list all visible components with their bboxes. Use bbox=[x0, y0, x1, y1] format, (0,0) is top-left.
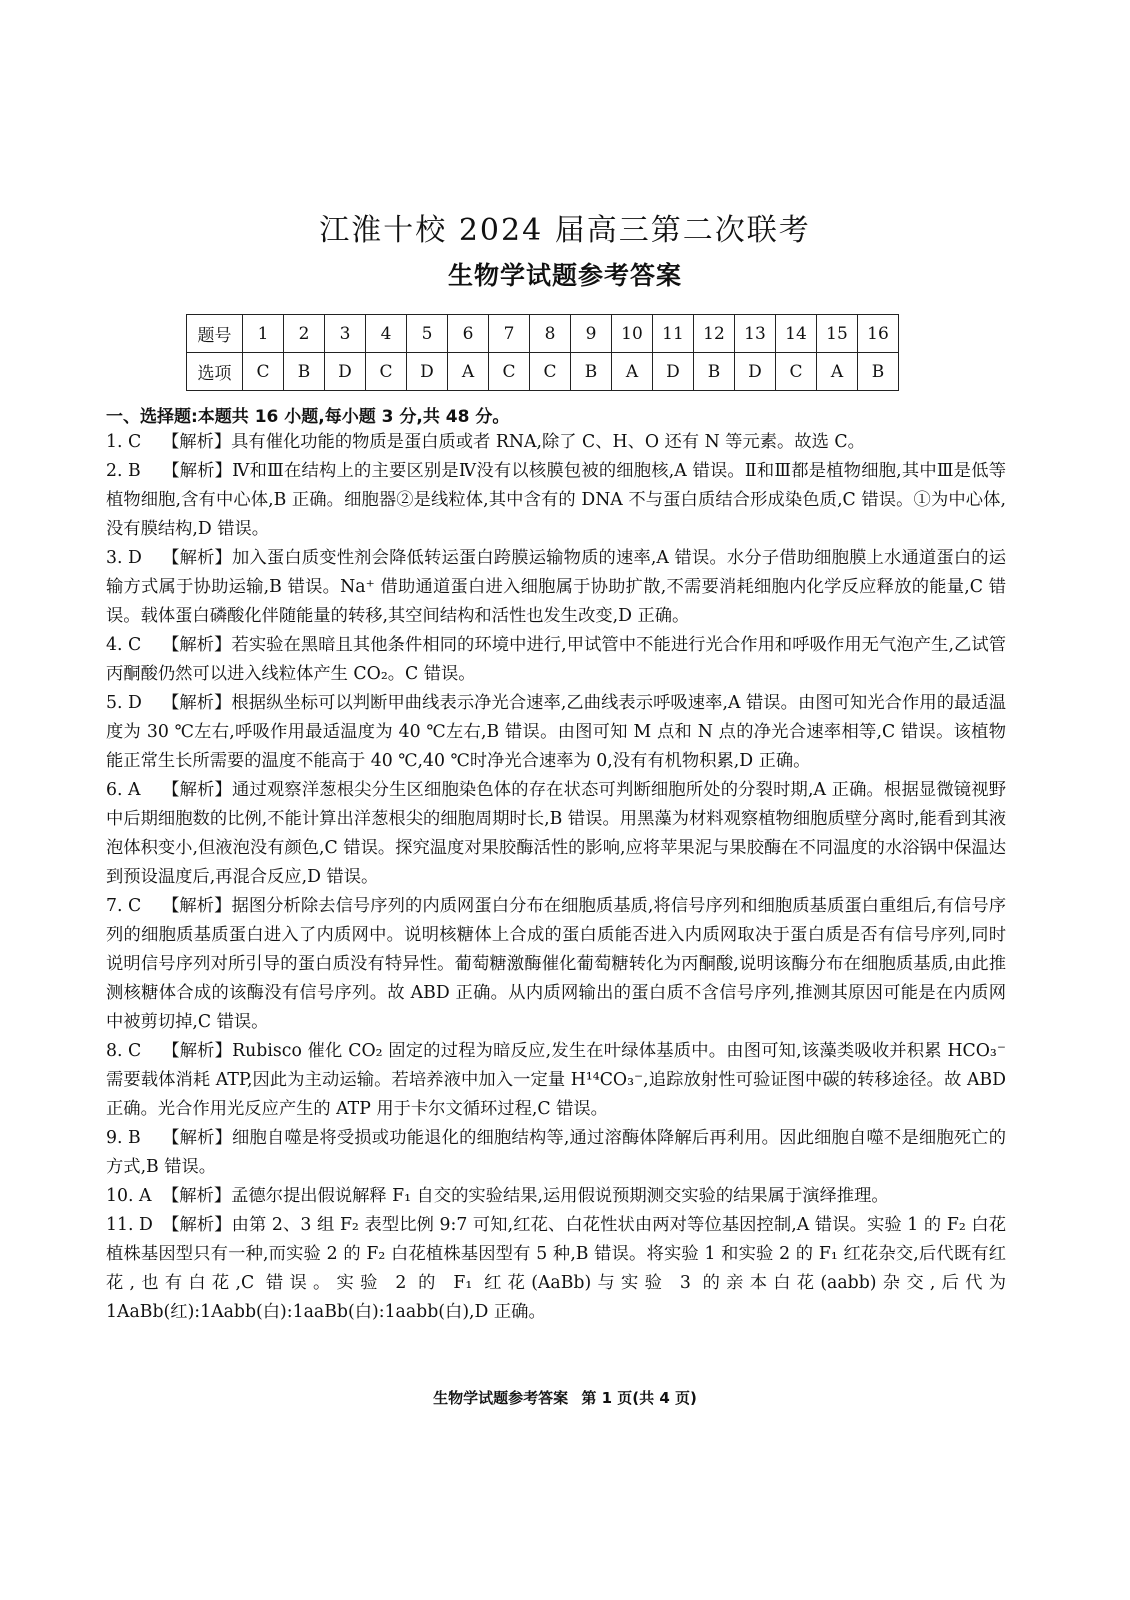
item-number: 10. A bbox=[106, 1186, 152, 1206]
answer-table-number-row bbox=[187, 315, 899, 353]
explanation-item bbox=[106, 689, 1006, 776]
explanation-item bbox=[106, 776, 1006, 892]
explanation-item bbox=[106, 1124, 1006, 1182]
table-cell-option: C bbox=[776, 353, 817, 391]
table-cell-option: B bbox=[694, 353, 735, 391]
answer-explanations bbox=[106, 428, 1006, 1327]
answer-table-row-label: 题号 bbox=[187, 315, 243, 353]
item-number: 6. A bbox=[106, 780, 141, 800]
table-cell-option: C bbox=[366, 353, 407, 391]
item-number: 4. C bbox=[106, 635, 142, 655]
item-text: 【解析】若实验在黑暗且其他条件相同的环境中进行,甲试管中不能进行光合作用和呼吸作用无气泡产生,乙试管丙酮酸仍然可以进入线粒体产生 CO₂。C 错误。 bbox=[106, 635, 1006, 684]
table-cell-number: 6 bbox=[448, 315, 489, 353]
item-number: 11. D bbox=[106, 1215, 153, 1235]
item-text: 【解析】据图分析除去信号序列的内质网蛋白分布在细胞质基质,将信号序列和细胞质基质蛋白重组后,有信号序列的细胞质基质蛋白进入了内质网中。说明核糖体上合成的蛋白质能否进入内质网取决于蛋白质是否有信号序列,同时说明信号序列对所引导的蛋白质没有特异性。葡萄糖激酶催化葡萄糖转化为丙酮酸,说明该酶分布在细胞质基质,由此推测核糖体合成的该酶没有信号序列。故 ABD 正确。从内质网输出的蛋白质不含信号序列,推测其原因可能是在内质网中被剪切掉,C 错误。 bbox=[106, 896, 1006, 1032]
table-cell-number: 2 bbox=[284, 315, 325, 353]
page-number: 第 1 页(共 4 页) bbox=[581, 1389, 697, 1407]
table-cell-option: D bbox=[407, 353, 448, 391]
explanation-item bbox=[106, 631, 1006, 689]
table-cell-option: C bbox=[489, 353, 530, 391]
answer-table-row-label: 选项 bbox=[187, 353, 243, 391]
table-cell-option: D bbox=[735, 353, 776, 391]
table-cell-option: A bbox=[612, 353, 653, 391]
explanation-item bbox=[106, 1211, 1006, 1327]
item-number: 8. C bbox=[106, 1041, 142, 1061]
page-title: 江淮十校 2024 届高三第二次联考 bbox=[319, 213, 811, 248]
page-footer bbox=[0, 1387, 1130, 1408]
answer-table bbox=[186, 314, 899, 391]
table-cell-number: 14 bbox=[776, 315, 817, 353]
table-cell-option: A bbox=[448, 353, 489, 391]
item-text: 【解析】加入蛋白质变性剂会降低转运蛋白跨膜运输物质的速率,A 错误。水分子借助细胞膜上水通道蛋白的运输方式属于协助运输,B 错误。Na⁺ 借助通道蛋白进入细胞属于协助扩散,不需要消耗细胞内化学反应释放的能量,C 错误。载体蛋白磷酸化伴随能量的转移,其空间结构和活性也发生改变,D 正确。 bbox=[106, 548, 1006, 626]
table-cell-option: B bbox=[284, 353, 325, 391]
table-cell-number: 7 bbox=[489, 315, 530, 353]
item-number: 9. B bbox=[106, 1128, 141, 1148]
explanation-item bbox=[106, 544, 1006, 631]
table-cell-number: 8 bbox=[530, 315, 571, 353]
item-number: 1. C bbox=[106, 432, 142, 452]
table-cell-number: 12 bbox=[694, 315, 735, 353]
table-cell-number: 4 bbox=[366, 315, 407, 353]
table-cell-option: C bbox=[243, 353, 284, 391]
explanation-item bbox=[106, 1037, 1006, 1124]
explanation-item bbox=[106, 457, 1006, 544]
explanation-item bbox=[106, 892, 1006, 1037]
item-text: 【解析】由第 2、3 组 F₂ 表型比例 9:7 可知,红花、白花性状由两对等位基因控制,A 错误。实验 1 的 F₂ 白花植株基因型只有一种,而实验 2 的 F₂ 白花植株基因型有 5 种,B 错误。将实验 1 和实验 2 的 F₁ 红花杂交,后代既有红花,也有白花,C 错误。实验 2 的 F₁ 红花(AaBb)与实验 3 的亲本白花(aabb)杂交,后代为 1AaBb(红):1Aabb(白):1aaBb(白):1aabb(白),D 正确。 bbox=[106, 1215, 1006, 1322]
table-cell-number: 13 bbox=[735, 315, 776, 353]
footer-title: 生物学试题参考答案 bbox=[433, 1389, 569, 1407]
table-cell-option: B bbox=[858, 353, 899, 391]
item-number: 5. D bbox=[106, 693, 142, 713]
item-number: 3. D bbox=[106, 548, 142, 568]
item-text: 【解析】细胞自噬是将受损或功能退化的细胞结构等,通过溶酶体降解后再利用。因此细胞自噬不是细胞死亡的方式,B 错误。 bbox=[106, 1128, 1006, 1177]
table-cell-number: 16 bbox=[858, 315, 899, 353]
table-cell-number: 9 bbox=[571, 315, 612, 353]
section-title: 一、选择题:本题共 16 小题,每小题 3 分,共 48 分。 bbox=[106, 407, 510, 427]
item-text: 【解析】Ⅳ和Ⅲ在结构上的主要区别是Ⅳ没有以核膜包被的细胞核,A 错误。Ⅱ和Ⅲ都是植物细胞,其中Ⅲ是低等植物细胞,含有中心体,B 正确。细胞器②是线粒体,其中含有的 DNA 不与蛋白质结合形成染色质,C 错误。①为中心体,没有膜结构,D 错误。 bbox=[106, 461, 1006, 539]
table-cell-number: 15 bbox=[817, 315, 858, 353]
table-cell-option: C bbox=[530, 353, 571, 391]
table-cell-number: 5 bbox=[407, 315, 448, 353]
explanation-item bbox=[106, 1182, 1006, 1211]
table-cell-number: 10 bbox=[612, 315, 653, 353]
item-number: 7. C bbox=[106, 896, 142, 916]
item-text: 【解析】根据纵坐标可以判断甲曲线表示净光合速率,乙曲线表示呼吸速率,A 错误。由图可知光合作用的最适温度为 30 ℃左右,呼吸作用最适温度为 40 ℃左右,B 错误。由图可知 M 点和 N 点的净光合速率相等,C 错误。该植物能正常生长所需要的温度不能高于 40 ℃,40 ℃时净光合速率为 0,没有有机物积累,D 正确。 bbox=[106, 693, 1006, 771]
item-text: 【解析】具有催化功能的物质是蛋白质或者 RNA,除了 C、H、O 还有 N 等元素。故选 C。 bbox=[162, 432, 865, 452]
table-cell-number: 1 bbox=[243, 315, 284, 353]
item-number: 2. B bbox=[106, 461, 141, 481]
item-text: 【解析】Rubisco 催化 CO₂ 固定的过程为暗反应,发生在叶绿体基质中。由图可知,该藻类吸收并积累 HCO₃⁻ 需要载体消耗 ATP,因此为主动运输。若培养液中加入一定量 H¹⁴CO₃⁻,追踪放射性可验证图中碳的转移途径。故 ABD 正确。光合作用光反应产生的 ATP 用于卡尔文循环过程,C 错误。 bbox=[106, 1041, 1006, 1119]
item-text: 【解析】孟德尔提出假说解释 F₁ 自交的实验结果,运用假说预期测交实验的结果属于演绎推理。 bbox=[162, 1186, 889, 1206]
item-text: 【解析】通过观察洋葱根尖分生区细胞染色体的存在状态可判断细胞所处的分裂时期,A 正确。根据显微镜视野中后期细胞数的比例,不能计算出洋葱根尖的细胞周期时长,B 错误。用黑藻为材料观察植物细胞质壁分离时,能看到其液泡体积变小,但液泡没有颜色,C 错误。探究温度对果胶酶活性的影响,应将苹果泥与果胶酶在不同温度的水浴锅中保温达到预设温度后,再混合反应,D 错误。 bbox=[106, 780, 1006, 887]
table-cell-option: B bbox=[571, 353, 612, 391]
answer-table-option-row bbox=[187, 353, 899, 391]
table-cell-number: 11 bbox=[653, 315, 694, 353]
table-cell-number: 3 bbox=[325, 315, 366, 353]
explanation-item bbox=[106, 428, 1006, 457]
table-cell-option: D bbox=[325, 353, 366, 391]
table-cell-option: D bbox=[653, 353, 694, 391]
table-cell-option: A bbox=[817, 353, 858, 391]
page-subtitle: 生物学试题参考答案 bbox=[447, 261, 682, 290]
